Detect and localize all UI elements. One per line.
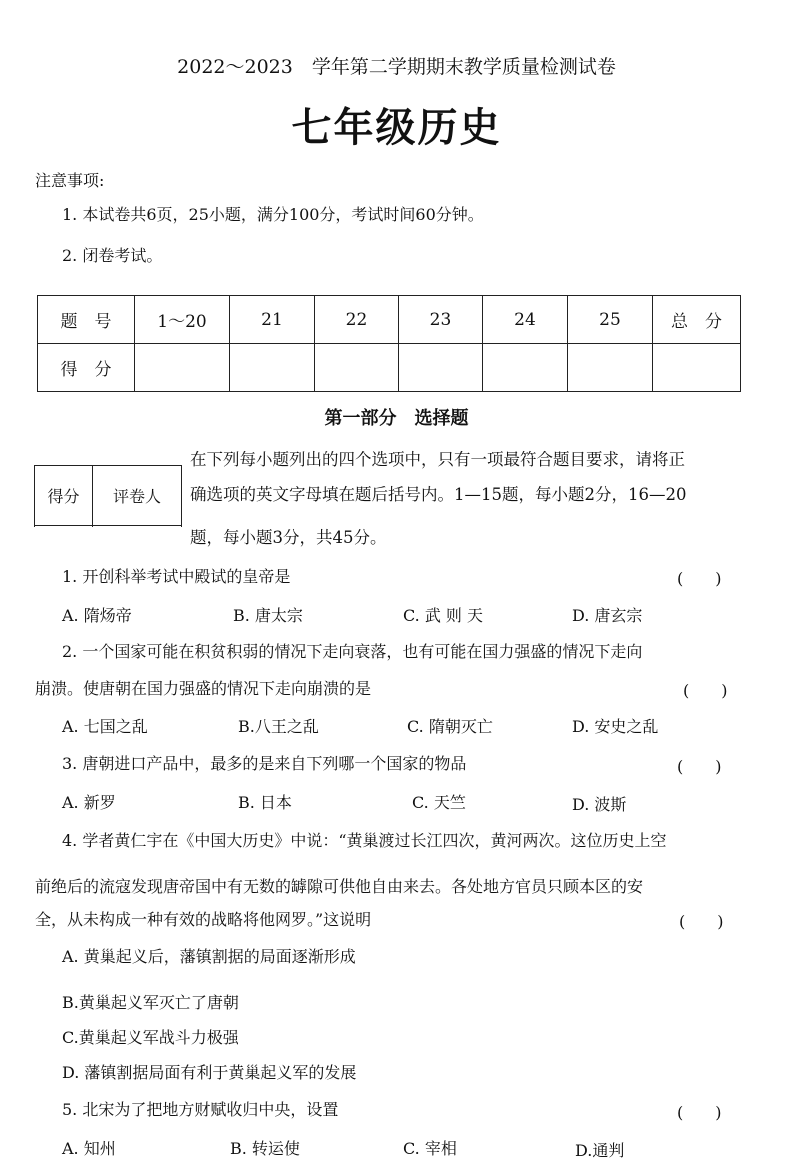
score-cell: 22 bbox=[315, 296, 399, 344]
option-a: A. 新罗 bbox=[62, 793, 116, 812]
score-table-header-row bbox=[38, 296, 741, 344]
option-c: C. 隋朝灭亡 bbox=[407, 717, 493, 736]
score-cell: 21 bbox=[230, 296, 315, 344]
option-d: D. 藩镇割据局面有利于黄巢起义军的发展 bbox=[62, 1063, 357, 1082]
exam-title: 七年级历史 bbox=[291, 104, 502, 151]
score-table-score-row bbox=[38, 344, 741, 392]
option-a: A. 隋炀帝 bbox=[62, 606, 132, 625]
option-b: B. 转运使 bbox=[230, 1139, 300, 1158]
question-stem: 2. 一个国家可能在积贫积弱的情况下走向衰落，也有可能在国力强盛的情况下走向 bbox=[62, 642, 643, 661]
score-cell: 23 bbox=[399, 296, 483, 344]
option-b: B.八王之乱 bbox=[238, 717, 319, 736]
option-b: B.黄巢起义军灭亡了唐朝 bbox=[62, 993, 239, 1012]
exam-subtitle: 2022～2023 学年第二学期期末教学质量检测试卷 bbox=[177, 56, 616, 78]
grader-table bbox=[34, 465, 182, 527]
question-stem: 3. 唐朝进口产品中，最多的是来自下列哪一个国家的物品 bbox=[62, 754, 467, 773]
option-d: D. 唐玄宗 bbox=[572, 606, 643, 625]
score-cell: 题 号 bbox=[38, 296, 135, 344]
score-input-cell[interactable] bbox=[483, 344, 568, 392]
option-c: C.黄巢起义军战斗力极强 bbox=[62, 1028, 239, 1047]
score-cell: 得 分 bbox=[38, 344, 135, 392]
option-c: C. 武 则 天 bbox=[403, 606, 484, 625]
grader-label: 得分 bbox=[35, 466, 93, 526]
option-d: D. 波斯 bbox=[572, 795, 627, 814]
answer-parentheses[interactable]: ( ) bbox=[677, 757, 722, 776]
answer-parentheses[interactable]: ( ) bbox=[677, 569, 722, 588]
score-cell: 24 bbox=[483, 296, 568, 344]
score-input-cell[interactable] bbox=[399, 344, 483, 392]
grader-score-cell[interactable] bbox=[35, 526, 93, 527]
grader-signature-cell[interactable] bbox=[93, 526, 182, 527]
answer-parentheses[interactable]: ( ) bbox=[677, 1103, 722, 1122]
question-stem: 崩溃。使唐朝在国力强盛的情况下走向崩溃的是 bbox=[35, 679, 372, 698]
score-cell: 25 bbox=[568, 296, 653, 344]
option-a: A. 黄巢起义后，藩镇割据的局面逐渐形成 bbox=[62, 947, 356, 966]
instructions-line: 确选项的英文字母填在题后括号内。1—15题，每小题2分，16—20 bbox=[190, 485, 687, 504]
option-b: B. 日本 bbox=[238, 793, 292, 812]
answer-parentheses[interactable]: ( ) bbox=[683, 681, 728, 700]
score-input-cell[interactable] bbox=[315, 344, 399, 392]
question-stem: 5. 北宋为了把地方财赋收归中央，设置 bbox=[62, 1100, 339, 1119]
score-input-cell[interactable] bbox=[135, 344, 230, 392]
instructions-line: 在下列每小题列出的四个选项中，只有一项最符合题目要求，请将正 bbox=[190, 450, 685, 469]
question-stem: 1. 开创科举考试中殿试的皇帝是 bbox=[62, 567, 291, 586]
score-table bbox=[37, 295, 741, 392]
answer-parentheses[interactable]: ( ) bbox=[679, 912, 724, 931]
score-input-cell[interactable] bbox=[230, 344, 315, 392]
option-d: D.通判 bbox=[575, 1141, 625, 1160]
score-cell: 总 分 bbox=[653, 296, 741, 344]
question-stem: 前绝后的流寇发现唐帝国中有无数的罅隙可供他自由来去。各处地方官员只顾本区的安 bbox=[35, 877, 644, 896]
option-b: B. 唐太宗 bbox=[233, 606, 303, 625]
score-input-cell[interactable] bbox=[568, 344, 653, 392]
grader-label: 评卷人 bbox=[93, 466, 182, 526]
instructions-line: 题，每小题3分，共45分。 bbox=[190, 528, 387, 547]
notes-heading: 注意事项: bbox=[35, 171, 105, 190]
option-a: A. 知州 bbox=[62, 1139, 116, 1158]
question-stem: 4. 学者黄仁宇在《中国大历史》中说：“黄巢渡过长江四次，黄河两次。这位历史上空 bbox=[62, 831, 667, 850]
note-item: 2. 闭卷考试。 bbox=[62, 246, 163, 265]
score-input-cell[interactable] bbox=[653, 344, 741, 392]
question-stem: 全，从未构成一种有效的战略将他网罗。”这说明 bbox=[35, 910, 372, 929]
note-item: 1. 本试卷共6页，25小题，满分100分，考试时间60分钟。 bbox=[62, 205, 484, 224]
score-cell: 1～20 bbox=[135, 296, 230, 344]
part-title: 第一部分 选择题 bbox=[324, 408, 469, 429]
option-c: C. 天竺 bbox=[412, 793, 466, 812]
option-c: C. 宰相 bbox=[403, 1139, 457, 1158]
option-a: A. 七国之乱 bbox=[62, 717, 148, 736]
option-d: D. 安史之乱 bbox=[572, 717, 659, 736]
